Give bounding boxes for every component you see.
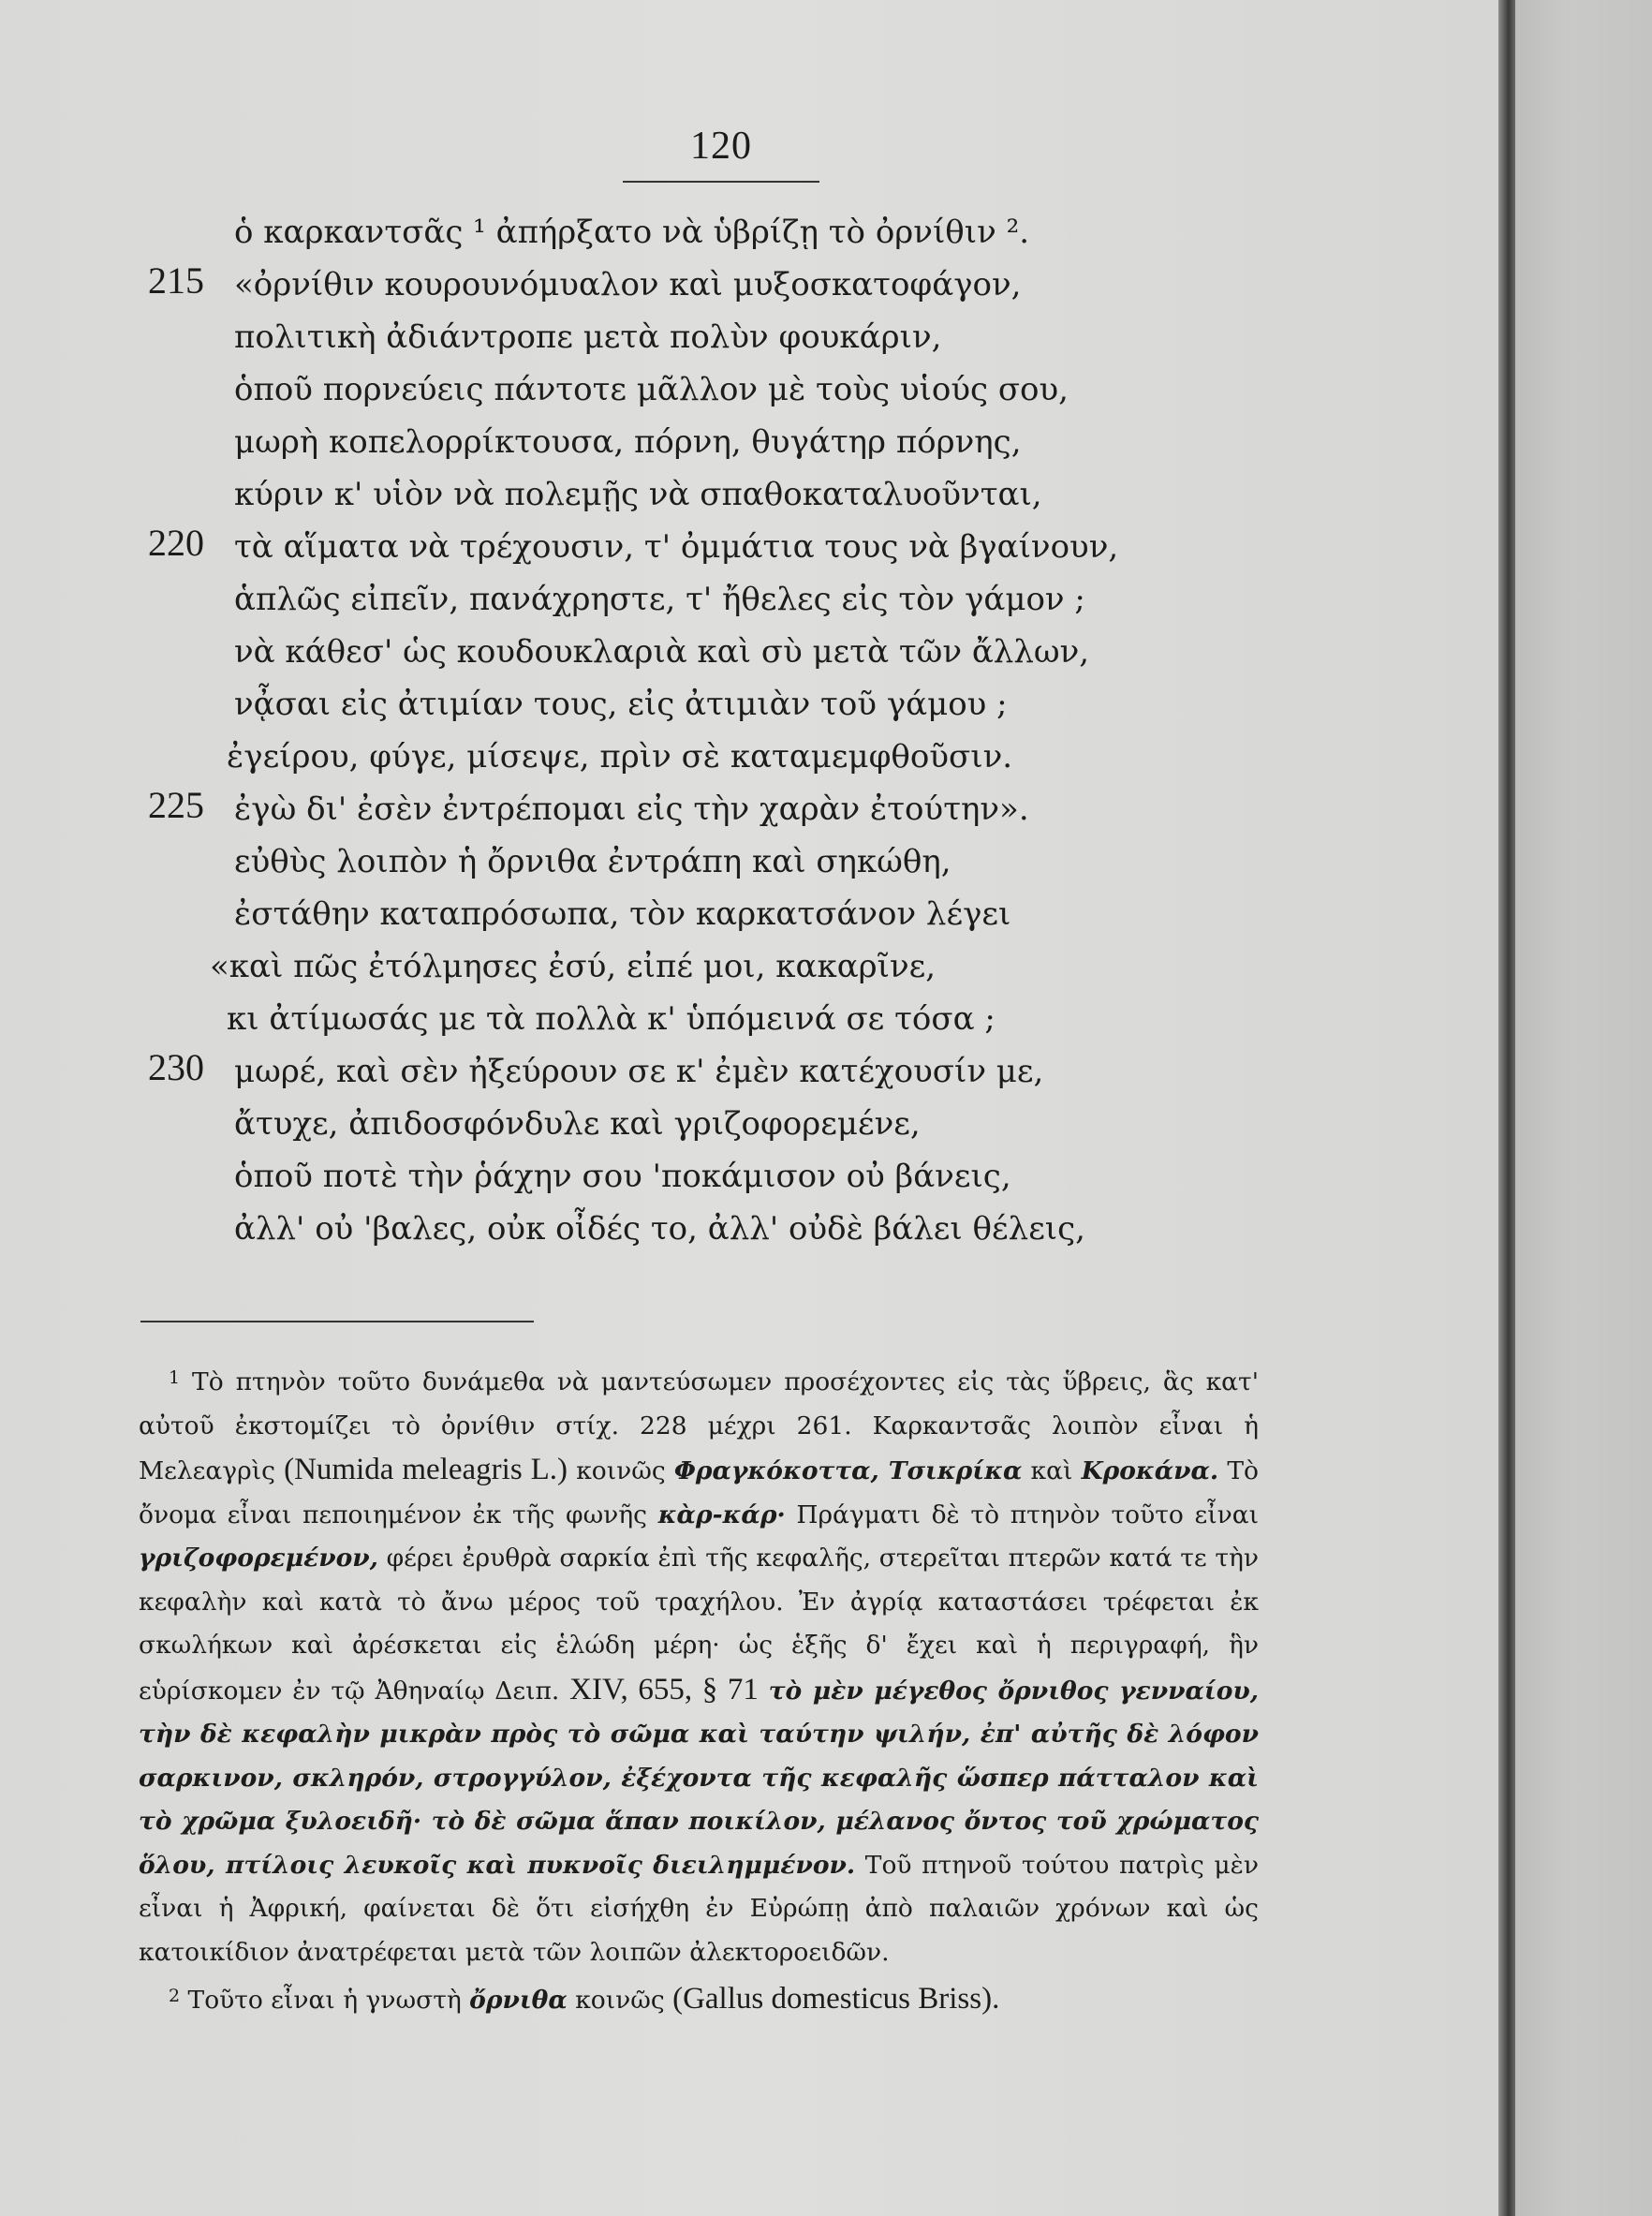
verse-reference: 261 bbox=[796, 1411, 845, 1440]
facing-page-edge bbox=[1515, 0, 1652, 2216]
page-number: 120 bbox=[690, 125, 752, 168]
page-gutter-shadow bbox=[1498, 0, 1515, 2216]
verse-line: ὁποῦ ποτὲ τὴν ῥάχην σου 'ποκάμισον οὐ βάνεις, bbox=[234, 1158, 1011, 1195]
footnote-text: Τοῦτο εἶναι ἡ γνωστὴ bbox=[187, 1986, 462, 2015]
emphasis-word: γριζοφορεμένον, bbox=[139, 1544, 378, 1573]
footnote-text: καὶ bbox=[1030, 1456, 1073, 1485]
verse-line: ἄτυχε, ἀπιδοσφόνδυλε καὶ γριζοφορεμένε, bbox=[234, 1105, 921, 1143]
footnote-text: . Καρκαντσᾶς λοιπὸν εἶναι ἡ Μελεαγρὶς bbox=[139, 1411, 1259, 1485]
footnote-marker: 1 bbox=[169, 1367, 181, 1388]
scientific-name: (Numida meleagris L.) bbox=[284, 1453, 568, 1486]
footnote-2 bbox=[139, 1974, 1259, 2023]
footnote-marker: 2 bbox=[169, 1986, 181, 2006]
verse-line: κύριν κ' υἱὸν νὰ πολεμῇς νὰ σπαθοκαταλυοῦνται, bbox=[234, 476, 1042, 513]
source-reference: XIV, 655, § 71 bbox=[569, 1672, 759, 1706]
line-number: 215 bbox=[148, 259, 204, 302]
footnote-1 bbox=[139, 1356, 1259, 1974]
verse-line: πολιτικὴ ἀδιάντροπε μετὰ πολὺν φουκάριν, bbox=[234, 318, 942, 356]
footnote-text: Τοῦ πτηνοῦ τούτου πατρὶς μὲν εἶναι ἡ Ἀφρική, φαίνεται δὲ ὅτι εἰσήχθη ἐν Εὐρώπῃ ἀπὸ παλαιῶν χρόνων καὶ ὡς κατοικίδιον ἀνατρέφεται μετὰ τῶν λοιπῶν ἀλεκτοροειδῶν. bbox=[139, 1850, 1259, 1967]
verse-line: νὰ κάθεσ' ὡς κουδουκλαριὰ καὶ σὺ μετὰ τῶν ἄλλων, bbox=[234, 633, 1090, 671]
footnote-text: Τὸ ὄνομα εἶναι πεποιημένον ἐκ τῆς φωνῆς bbox=[139, 1456, 1259, 1529]
footnote-text: κοινῶς bbox=[575, 1986, 665, 2015]
verse-line: ἁπλῶς εἰπεῖν, πανάχρηστε, τ' ἤθελες εἰς τὸν γάμον ; bbox=[234, 581, 1085, 618]
footnotes bbox=[139, 1356, 1259, 2023]
verse-line: κι ἀτίμωσάς με τὰ πολλὰ κ' ὑπόμεινά σε τόσα ; bbox=[227, 1000, 996, 1038]
common-names: Φραγκόκοττα, Τσικρίκα bbox=[673, 1456, 1023, 1485]
footnote-text: φέρει ἐρυθρὰ σαρκία ἐπὶ τῆς κεφαλῆς, στερεῖται πτερῶν κατά τε τὴν κεφαλὴν καὶ κατὰ τὸ ἄνω μέρος τοῦ τραχήλου. Ἐν ἀγρίᾳ καταστάσει τρέφεται ἐκ σκωλήκων καὶ ἀρέσκεται εἰς ἑλώδη μέρη· ὡς ἑξῆς δ' ἔχει καὶ ἡ περιγραφή, ἣν εὑρίσκομεν ἐν τῷ Ἀθηναίῳ Δειπ. bbox=[139, 1544, 1259, 1706]
verse-line: μωρέ, καὶ σὲν ἠξεύρουν σε κ' ἐμὲν κατέχουσίν με, bbox=[234, 1053, 1044, 1090]
verse-line: ὁποῦ πορνεύεις πάντοτε μᾶλλον μὲ τοὺς υἱούς σου, bbox=[234, 371, 1069, 408]
verse-line: εὐθὺς λοιπὸν ἡ ὄρνιθα ἐντράπη καὶ σηκώθη, bbox=[234, 843, 951, 880]
verse-line: ἐστάθην καταπρόσωπα, τὸν καρκατσάνον λέγει bbox=[234, 895, 1011, 933]
line-number: 220 bbox=[148, 522, 204, 564]
verse-line: «ὀρνίθιν κουρουνόμυαλον καὶ μυξοσκατοφάγον, bbox=[234, 266, 1022, 303]
verse-line: μωρὴ κοπελορρίκτουσα, πόρνη, θυγάτηρ πόρνης, bbox=[234, 423, 1022, 461]
verse-line: τὰ αἵματα νὰ τρέχουσιν, τ' ὀμμάτια τους νὰ βγαίνουν, bbox=[234, 528, 1119, 566]
verse-line: ἐγὼ δι' ἐσὲν ἐντρέπομαι εἰς τὴν χαρὰν ἐτούτην». bbox=[234, 790, 1029, 828]
footnote-text: μέχρι bbox=[707, 1411, 776, 1440]
footnote-text: Τὸ πτηνὸν τοῦτο δυνάμεθα νὰ μαντεύσωμεν προσέχοντες εἰς τὰς ὕβρεις, ἃς κατ' αὐτοῦ ἐκστομίζει τὸ ὀρνίθιν στίχ. bbox=[139, 1367, 1259, 1440]
header-rule bbox=[623, 181, 819, 183]
scientific-name: (Gallus domesticus Briss). bbox=[672, 1982, 1000, 2016]
verse-reference: 228 bbox=[640, 1411, 687, 1440]
line-number: 225 bbox=[148, 784, 204, 826]
footnote-separator bbox=[140, 1321, 534, 1322]
athenaeus-quote: τὸ μὲν μέγεθος ὄρνιθος γενναίου, τὴν δὲ κεφαλὴν μικρὰν πρὸς τὸ σῶμα καὶ ταύτην ψιλήν, ἐπ' αὐτῆς δὲ λόφον σαρκινον, σκληρόν, στρογγύλον, ἐξέχοντα τῆς κεφαλῆς ὥσπερ πάτταλον καὶ τὸ χρῶμα ξυλοειδῆ· τὸ δὲ σῶμα ἅπαν ποικίλον, μέλανος ὄντος τοῦ χρώματος ὅλου, πτίλοις λευκοῖς καὶ πυκνοῖς διειλημμένον. bbox=[139, 1676, 1259, 1880]
verse-line: ἀλλ' οὐ 'βαλες, οὐκ οἶδές το, ἀλλ' οὐδὲ βάλει θέλεις, bbox=[234, 1210, 1085, 1248]
onomatopoeia: κὰρ-κάρ· bbox=[657, 1499, 786, 1529]
verse-line: νᾆσαι εἰς ἀτιμίαν τους, εἰς ἀτιμιὰν τοῦ γάμου ; bbox=[234, 686, 1008, 723]
verse-line: «καὶ πῶς ἐτόλμησες ἐσύ, εἰπέ μοι, κακαρῖνε, bbox=[210, 948, 937, 985]
line-number: 230 bbox=[148, 1046, 204, 1088]
common-name: Κροκάνα. bbox=[1081, 1456, 1219, 1485]
footnote-text: Πράγματι δὲ τὸ πτηνὸν τοῦτο εἶναι bbox=[796, 1499, 1259, 1529]
verse-line: ἐγείρου, φύγε, μίσεψε, πρὶν σὲ καταμεμφθοῦσιν. bbox=[227, 738, 1013, 776]
common-name: ὄρνιθα bbox=[469, 1986, 568, 2015]
verse-line: ὁ καρκαντσᾶς ¹ ἀπήρξατο νὰ ὑβρίζῃ τὸ ὀρνίθιν ². bbox=[234, 214, 1030, 251]
footnote-text: κοινῶς bbox=[576, 1456, 666, 1485]
